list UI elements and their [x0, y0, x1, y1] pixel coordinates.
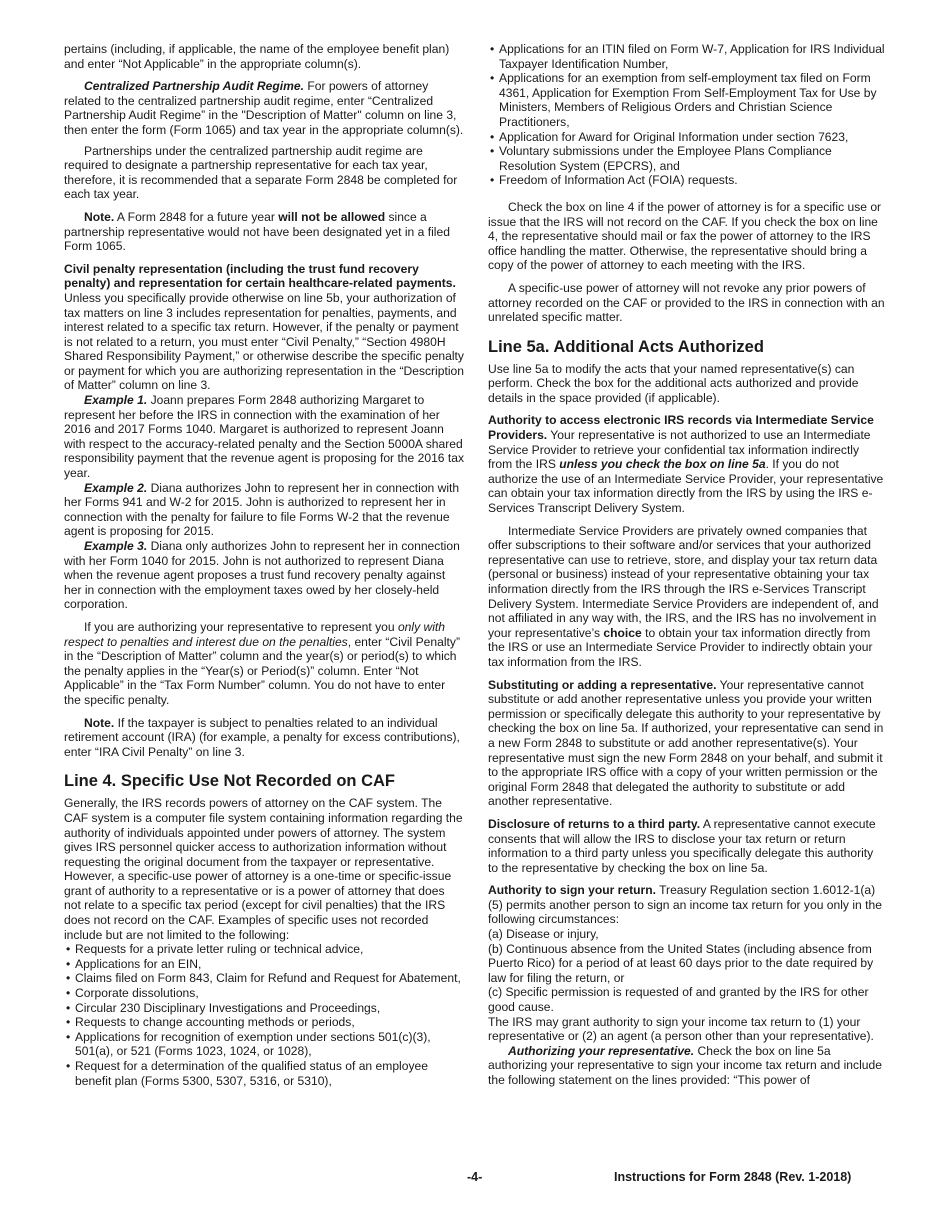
list-item: • Requests for a private letter ruling or technical advice,: [64, 942, 464, 957]
condition-c: (c) Specific permission is requested of and granted by the IRS for other good cause.: [488, 985, 869, 1015]
penalties-paragraph: If you are authorizing your representative to represent you only with respect to penalties and interest due on the penalties, enter “Civil Penalty” in the “Description of Matter” column and the year(s) or period(s) to which the penalty applies in the “Year(s) or Period(s)” column. Enter “Not Applicable” in the “Tax Form Number” column. You do not have to enter the specific penalty.: [64, 619, 460, 707]
specific-uses-list: [64, 942, 464, 1088]
left-column: [64, 42, 464, 1094]
page-number: -4-: [467, 1170, 483, 1184]
paragraph: pertains (including, if applicable, the name of the employee benefit plan) and enter “Not Applicable” in the appropriate column(s).: [64, 42, 450, 71]
sign-return-paragraph: Authority to sign your return. Treasury Regulation section 1.6012-1(a)(5) permits another person to sign an income tax return for you only in the following circumstances:: [488, 883, 882, 927]
condition-b: (b) Continuous absence from the United States (including absence from Puerto Rico) for a period of at least 60 days prior to the date required by law for filing the return, or: [488, 941, 874, 985]
civil-penalty-heading: Civil penalty representation (including the trust fund recovery penalty) and representation for certain healthcare-related payments.: [64, 261, 456, 291]
list-item: • Applications for an exemption from self-employment tax filed on Form 4361, Application for Exemption From Self-Employment Tax for Use by Ministers, Members of Religious Orders and Christian Science Practitioners,: [488, 71, 886, 129]
list-item: • Applications for an ITIN filed on Form W-7, Application for IRS Individual Taxpayer Identification Number,: [488, 42, 886, 71]
substituting-paragraph: Substituting or adding a representative. Your representative cannot substitute or add another representative unless you provide your written permission or specifically delegate this authority to your representative by checking the box on line 5a. If authorized, your representative can send in a new Form 2848 to substitute or add another representative(s). Your representative must sign the new Form 2848 on your behalf, and submit it to the appropriate IRS office with a copy of your written permission or the original Form 2848 that delegated the authority to substitute or add another representative.: [488, 677, 884, 809]
list-item: • Freedom of Information Act (FOIA) requests.: [488, 173, 886, 188]
document-title: Instructions for Form 2848 (Rev. 1-2018): [614, 1170, 852, 1184]
right-column: [488, 42, 886, 1088]
isp-paragraph: Intermediate Service Providers are privately owned companies that offer subscriptions to their software and/or services that your authorized representative can use to retrieve, store, and display your tax return data (personal or business) instead of your representative obtaining your tax information directly from the IRS through the IRS e-Services Transcript Delivery System. Intermediate Service Providers are independent of, and not affiliated in any way with, the IRS, and the IRS has no involvement in your representative’s choice to obtain your tax information directly from the IRS or use an Intermediate Service Provider to indirectly obtain your tax information from the IRS.: [488, 523, 879, 669]
specific-uses-list-continued: [488, 42, 886, 188]
paragraph: A specific-use power of attorney will not revoke any prior powers of attorney recorded on the CAF or provided to the IRS in connection with an unrelated specific matter.: [488, 280, 885, 325]
line-4-heading: Line 4. Specific Use Not Recorded on CAF: [64, 772, 395, 791]
list-item: • Application for Award for Original Information under section 7623,: [488, 130, 886, 145]
paragraph: Check the box on line 4 if the power of attorney is for a specific use or issue that the IRS will not record on the CAF. If you check the box on line 4, the representative should mail or fax the power of attorney to the IRS office handling the matter. Otherwise, the representative should bring a copy of the power of attorney to each meeting with the IRS.: [488, 199, 882, 273]
paragraph: The IRS may grant authority to sign your income tax return to (1) your representative or (2) an agent (a person other than your representative).: [488, 1014, 874, 1044]
authorizing-paragraph: Authorizing your representative. Check the box on line 5a authorizing your representative to sign your income tax return and include the following statement on the lines provided: “This power of: [488, 1043, 882, 1087]
example-3: Example 3. Diana only authorizes John to represent her in connection with her Form 1040 for 2015. John is not authorized to represent Diana when the revenue agent proposes a trust fund recovery penalty against her in connection with the employment taxes owed by her closely-held corporation.: [64, 539, 460, 612]
line-5a-heading: Line 5a. Additional Acts Authorized: [488, 337, 764, 356]
paragraph: Partnerships under the centralized partnership audit regime are required to designate a partnership representative for each tax year, therefore, it is recommended that a separate Form 2848 be completed for each tax year.: [64, 143, 458, 202]
note-paragraph: Note. If the taxpayer is subject to penalties related to an individual retirement account (IRA) (for example, a penalty for excess contributions), enter “IRA Civil Penalty” on line 3.: [64, 715, 460, 759]
paragraph-cpar: Centralized Partnership Audit Regime. For powers of attorney related to the centralized partnership audit regime, enter “Centralized Partnership Audit Regime” in the "Description of Matter" column on line 3, then enter the form (Form 1065) and tax year in the appropriate column(s).: [64, 79, 464, 137]
paragraph: Generally, the IRS records powers of attorney on the CAF system. The CAF system is a computer file system containing information regarding the authority of individuals appointed under powers of attorney. The system gives IRS personnel quicker access to authorization information without requesting the original document from the taxpayer or representative. However, a specific-use power of attorney is a one-time or specific-issue grant of authority to a representative or is a power of attorney that does not relate to a specific tax period (except for civil penalties) that the IRS does not record on the CAF. Examples of specific uses not recorded include but are not limited to the following:: [64, 796, 463, 942]
list-item: • Applications for recognition of exemption under sections 501(c)(3), 501(a), or 521 (Forms 1023, 1024, or 1028),: [64, 1030, 464, 1059]
note-paragraph: Note. A Form 2848 for a future year will not be allowed since a partnership representative would not have been designated yet in a filed Form 1065.: [64, 209, 450, 254]
paragraph: Use line 5a to modify the acts that your named representative(s) can perform. Check the box for the additional acts authorized and provide details in the space provided (if applicable).: [488, 361, 859, 405]
example-2: Example 2. Diana authorizes John to represent her in connection with her Forms 941 and W-2 for 2015. John is authorized to represent her in connection with the penalty for failure to file Forms W-2 that the revenue agent is proposing for 2015.: [64, 480, 460, 539]
disclosure-paragraph: Disclosure of returns to a third party. A representative cannot execute consents that will allow the IRS to disclose your tax return or return information to a third party unless you specifically delegate this authority to the representative by checking the box on line 5a.: [488, 816, 876, 875]
list-item: • Voluntary submissions under the Employee Plans Compliance Resolution System (EPCRS), and: [488, 144, 886, 173]
list-item: • Circular 230 Disciplinary Investigations and Proceedings,: [64, 1001, 464, 1016]
list-item: • Requests to change accounting methods or periods,: [64, 1015, 464, 1030]
cpar-heading: Centralized Partnership Audit Regime.: [84, 79, 304, 94]
list-item: • Corporate dissolutions,: [64, 986, 464, 1001]
list-item: • Request for a determination of the qualified status of an employee benefit plan (Forms 5300, 5307, 5316, or 5310),: [64, 1059, 464, 1088]
example-1: Example 1. Joann prepares Form 2848 authorizing Margaret to represent her before the IRS in connection with the examination of her 2016 and 2017 Forms 1040. Margaret is authorized to represent Joann with respect to the accuracy-related penalty and the Section 5000A shared responsibility payment that the revenue agent is proposing for the 2016 tax year.: [64, 393, 465, 481]
list-item: • Applications for an EIN,: [64, 957, 464, 972]
civil-penalty-paragraph: Civil penalty representation (including the trust fund recovery penalty) and representation for certain healthcare-related payments. Unless you specifically provide otherwise on line 5b, your authorization of tax matters on line 3 includes representation for penalties, payments, and interest related to a specific tax return. However, if the penalty or payment is not related to a return, you must enter “Civil Penalty,” “Section 4980H Shared Responsibility Payment,” or otherwise describe the specific penalty or payment for which you are authorizing representation in the “Description of Matter” column on line 3.: [64, 261, 464, 393]
authority-paragraph: Authority to access electronic IRS records via Intermediate Service Providers. Your representative is not authorized to use an Intermediate Service Provider to retrieve your confidential tax information indirectly from the IRS unless you check the box on line 5a. If you do not authorize the use of an Intermediate Service Provider, your representative can obtain your tax information directly from the IRS by using the IRS e-Services Transcript Delivery System.: [488, 413, 884, 516]
condition-a: (a) Disease or injury,: [488, 927, 599, 942]
list-item: • Claims filed on Form 843, Claim for Refund and Request for Abatement,: [64, 971, 464, 986]
